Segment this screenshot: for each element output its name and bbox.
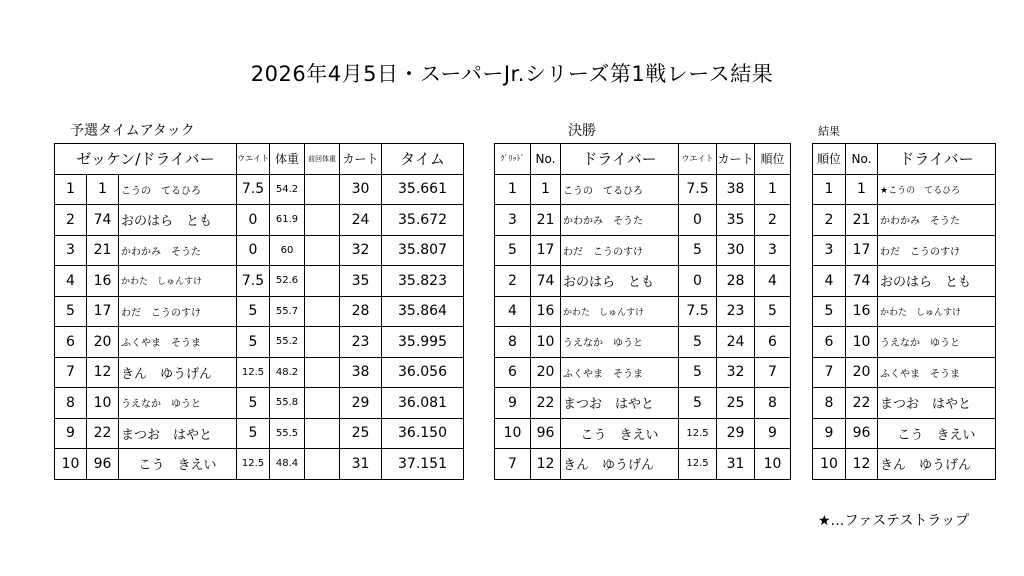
table-row [813, 357, 996, 388]
results-section-label: 結果 [818, 125, 840, 138]
kart-number: 28 [717, 266, 755, 297]
finish-rank: 6 [813, 327, 846, 358]
header-grid: ｸﾞﾘｯﾄﾞ [495, 144, 531, 175]
driver-name: わだ こうのすけ [119, 296, 237, 327]
table-row [55, 205, 464, 236]
table-row [55, 174, 464, 205]
kart-number: 23 [340, 327, 382, 358]
lap-time: 37.151 [382, 449, 464, 480]
previous-weight [305, 388, 340, 419]
driver-name: うえなか ゆうと [561, 327, 679, 358]
header-bib-driver: ゼッケン/ドライバー [55, 144, 237, 175]
bib-number: 17 [846, 235, 878, 266]
bib-number: 10 [531, 327, 561, 358]
bib-number: 22 [531, 388, 561, 419]
previous-weight [305, 418, 340, 449]
bib-number: 16 [531, 296, 561, 327]
final-table [494, 143, 791, 480]
header-rank: 順位 [813, 144, 846, 175]
finish-rank: 6 [755, 327, 791, 358]
ballast-weight: 0 [679, 205, 717, 236]
finish-rank: 4 [813, 266, 846, 297]
bib-number: 21 [87, 235, 119, 266]
bib-number: 96 [87, 449, 119, 480]
kart-number: 38 [340, 357, 382, 388]
table-row [813, 266, 996, 297]
body-weight: 55.2 [270, 327, 305, 358]
header-weight: ウエイト [237, 144, 270, 175]
ballast-weight: 5 [237, 388, 270, 419]
final-section-label: 決勝 [568, 123, 596, 139]
previous-weight [305, 235, 340, 266]
table-row [495, 327, 791, 358]
ballast-weight: 5 [237, 296, 270, 327]
bib-number: 96 [846, 418, 878, 449]
ballast-weight: 12.5 [237, 449, 270, 480]
driver-name: ふくやま そうま [878, 357, 996, 388]
grid-position: 6 [495, 357, 531, 388]
driver-name: かわかみ そうた [878, 205, 996, 236]
header-no: No. [846, 144, 878, 175]
previous-weight [305, 357, 340, 388]
bib-number: 74 [87, 205, 119, 236]
kart-number: 30 [340, 174, 382, 205]
kart-number: 23 [717, 296, 755, 327]
ballast-weight: 12.5 [237, 357, 270, 388]
table-row [813, 174, 996, 205]
ballast-weight: 7.5 [679, 174, 717, 205]
finish-rank: 5 [813, 296, 846, 327]
qualifying-position: 3 [55, 235, 87, 266]
bib-number: 22 [87, 418, 119, 449]
ballast-weight: 12.5 [679, 418, 717, 449]
kart-number: 35 [340, 266, 382, 297]
kart-number: 32 [340, 235, 382, 266]
bib-number: 17 [87, 296, 119, 327]
bib-number: 17 [531, 235, 561, 266]
table-row [495, 418, 791, 449]
finish-rank: 4 [755, 266, 791, 297]
lap-time: 35.672 [382, 205, 464, 236]
bib-number: 10 [846, 327, 878, 358]
body-weight: 55.8 [270, 388, 305, 419]
table-row [55, 388, 464, 419]
finish-rank: 1 [755, 174, 791, 205]
body-weight: 48.4 [270, 449, 305, 480]
table-row [55, 235, 464, 266]
bib-number: 20 [87, 327, 119, 358]
driver-name: まつお はやと [561, 388, 679, 419]
finish-rank: 1 [813, 174, 846, 205]
bib-number: 16 [846, 296, 878, 327]
grid-position: 1 [495, 174, 531, 205]
finish-rank: 3 [755, 235, 791, 266]
finish-rank: 5 [755, 296, 791, 327]
kart-number: 28 [340, 296, 382, 327]
grid-position: 2 [495, 266, 531, 297]
qualifying-position: 8 [55, 388, 87, 419]
body-weight: 52.6 [270, 266, 305, 297]
driver-name: ★こうの てるひろ [878, 174, 996, 205]
kart-number: 25 [717, 388, 755, 419]
header-rank: 順位 [755, 144, 791, 175]
previous-weight [305, 266, 340, 297]
table-row [813, 449, 996, 480]
kart-number: 25 [340, 418, 382, 449]
driver-name: わだ こうのすけ [878, 235, 996, 266]
table-row [813, 327, 996, 358]
bib-number: 16 [87, 266, 119, 297]
table-row [813, 388, 996, 419]
table-row [495, 174, 791, 205]
header-driver: ドライバー [561, 144, 679, 175]
ballast-weight: 0 [237, 205, 270, 236]
table-row [813, 296, 996, 327]
previous-weight [305, 205, 340, 236]
table-row [495, 357, 791, 388]
qualifying-position: 4 [55, 266, 87, 297]
grid-position: 10 [495, 418, 531, 449]
driver-name: かわた しゅんすけ [561, 296, 679, 327]
ballast-weight: 5 [679, 235, 717, 266]
finish-rank: 2 [813, 205, 846, 236]
ballast-weight: 5 [679, 357, 717, 388]
previous-weight [305, 174, 340, 205]
ballast-weight: 5 [679, 388, 717, 419]
finish-rank: 10 [755, 449, 791, 480]
driver-name: きん ゆうげん [119, 357, 237, 388]
driver-name: うえなか ゆうと [119, 388, 237, 419]
ballast-weight: 5 [237, 418, 270, 449]
driver-name: まつお はやと [878, 388, 996, 419]
bib-number: 96 [531, 418, 561, 449]
page-title: 2026年4月5日・スーパーJr.シリーズ第1戦レース結果 [250, 62, 774, 86]
driver-name: わだ こうのすけ [561, 235, 679, 266]
header-kart: カート [340, 144, 382, 175]
previous-weight [305, 296, 340, 327]
kart-number: 29 [340, 388, 382, 419]
bib-number: 74 [846, 266, 878, 297]
lap-time: 35.823 [382, 266, 464, 297]
bib-number: 12 [87, 357, 119, 388]
qualifying-position: 5 [55, 296, 87, 327]
grid-position: 7 [495, 449, 531, 480]
table-row [495, 296, 791, 327]
header-body-weight: 体重 [270, 144, 305, 175]
qualifying-position: 10 [55, 449, 87, 480]
lap-time: 36.056 [382, 357, 464, 388]
qualifying-table [54, 143, 464, 480]
driver-name: こう きえい [561, 418, 679, 449]
finish-rank: 7 [755, 357, 791, 388]
grid-position: 9 [495, 388, 531, 419]
driver-name: おのはら とも [878, 266, 996, 297]
bib-number: 1 [531, 174, 561, 205]
driver-name: まつお はやと [119, 418, 237, 449]
lap-time: 35.864 [382, 296, 464, 327]
finish-rank: 8 [813, 388, 846, 419]
body-weight: 60 [270, 235, 305, 266]
lap-time: 35.995 [382, 327, 464, 358]
lap-time: 35.661 [382, 174, 464, 205]
kart-number: 24 [717, 327, 755, 358]
table-row [55, 449, 464, 480]
ballast-weight: 0 [237, 235, 270, 266]
grid-position: 5 [495, 235, 531, 266]
kart-number: 32 [717, 357, 755, 388]
previous-weight [305, 327, 340, 358]
bib-number: 1 [846, 174, 878, 205]
driver-name: おのはら とも [561, 266, 679, 297]
lap-time: 35.807 [382, 235, 464, 266]
previous-weight [305, 449, 340, 480]
header-prev-weight: 前回体重 [305, 144, 340, 175]
table-row [495, 235, 791, 266]
table-row [813, 418, 996, 449]
finish-rank: 2 [755, 205, 791, 236]
lap-time: 36.150 [382, 418, 464, 449]
table-row [55, 357, 464, 388]
bib-number: 12 [846, 449, 878, 480]
header-driver: ドライバー [878, 144, 996, 175]
driver-name: ふくやま そうま [119, 327, 237, 358]
qualifying-position: 9 [55, 418, 87, 449]
bib-number: 21 [531, 205, 561, 236]
qualifying-position: 2 [55, 205, 87, 236]
qualifying-section-label: 予選タイムアタック [70, 123, 195, 139]
table-row [55, 266, 464, 297]
driver-name: おのはら とも [119, 205, 237, 236]
bib-number: 74 [531, 266, 561, 297]
lap-time: 36.081 [382, 388, 464, 419]
driver-name: きん ゆうげん [878, 449, 996, 480]
body-weight: 48.2 [270, 357, 305, 388]
driver-name: こうの てるひろ [561, 174, 679, 205]
qualifying-position: 7 [55, 357, 87, 388]
qualifying-position: 6 [55, 327, 87, 358]
table-row [55, 296, 464, 327]
kart-number: 38 [717, 174, 755, 205]
ballast-weight: 5 [679, 327, 717, 358]
driver-name: かわかみ そうた [119, 235, 237, 266]
header-time: タイム [382, 144, 464, 175]
finish-rank: 3 [813, 235, 846, 266]
ballast-weight: 0 [679, 266, 717, 297]
kart-number: 31 [717, 449, 755, 480]
bib-number: 21 [846, 205, 878, 236]
grid-position: 4 [495, 296, 531, 327]
bib-number: 10 [87, 388, 119, 419]
kart-number: 24 [340, 205, 382, 236]
driver-name: かわかみ そうた [561, 205, 679, 236]
driver-name: かわた しゅんすけ [878, 296, 996, 327]
bib-number: 20 [531, 357, 561, 388]
table-row [495, 205, 791, 236]
finish-rank: 10 [813, 449, 846, 480]
driver-name: こう きえい [119, 449, 237, 480]
table-row [813, 205, 996, 236]
ballast-weight: 5 [237, 327, 270, 358]
bib-number: 20 [846, 357, 878, 388]
kart-number: 31 [340, 449, 382, 480]
body-weight: 54.2 [270, 174, 305, 205]
driver-name: こう きえい [878, 418, 996, 449]
table-row [813, 235, 996, 266]
finish-rank: 7 [813, 357, 846, 388]
finish-rank: 9 [755, 418, 791, 449]
driver-name: きん ゆうげん [561, 449, 679, 480]
body-weight: 61.9 [270, 205, 305, 236]
body-weight: 55.5 [270, 418, 305, 449]
driver-name: ふくやま そうま [561, 357, 679, 388]
results-table [812, 143, 996, 480]
header-kart: カート [717, 144, 755, 175]
grid-position: 3 [495, 205, 531, 236]
ballast-weight: 7.5 [237, 266, 270, 297]
bib-number: 1 [87, 174, 119, 205]
header-weight: ウエイト [679, 144, 717, 175]
driver-name: うえなか ゆうと [878, 327, 996, 358]
fastest-lap-note: ★…ファステストラップ [818, 513, 970, 529]
body-weight: 55.7 [270, 296, 305, 327]
bib-number: 12 [531, 449, 561, 480]
finish-rank: 9 [813, 418, 846, 449]
table-row [495, 449, 791, 480]
table-row [495, 388, 791, 419]
ballast-weight: 12.5 [679, 449, 717, 480]
table-row [55, 327, 464, 358]
kart-number: 30 [717, 235, 755, 266]
grid-position: 8 [495, 327, 531, 358]
driver-name: こうの てるひろ [119, 174, 237, 205]
table-row [495, 266, 791, 297]
kart-number: 35 [717, 205, 755, 236]
ballast-weight: 7.5 [237, 174, 270, 205]
table-row [55, 418, 464, 449]
driver-name: かわた しゅんすけ [119, 266, 237, 297]
bib-number: 22 [846, 388, 878, 419]
qualifying-position: 1 [55, 174, 87, 205]
kart-number: 29 [717, 418, 755, 449]
ballast-weight: 7.5 [679, 296, 717, 327]
finish-rank: 8 [755, 388, 791, 419]
header-no: No. [531, 144, 561, 175]
